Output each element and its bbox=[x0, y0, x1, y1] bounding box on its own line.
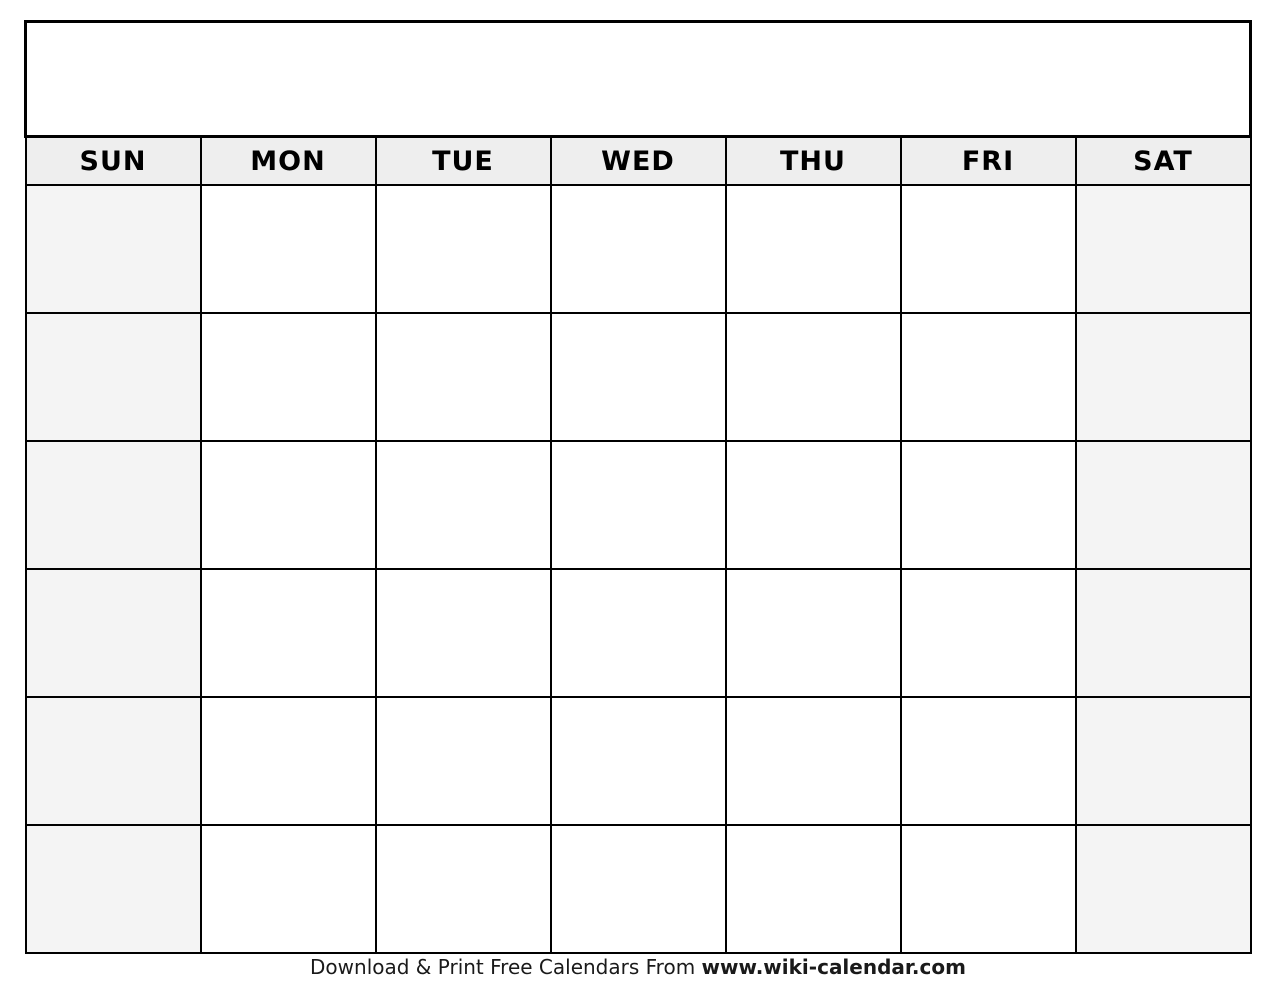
day-cell-content bbox=[902, 314, 1075, 332]
day-cell[interactable] bbox=[726, 185, 901, 313]
day-cell[interactable] bbox=[901, 697, 1076, 825]
day-cell-content bbox=[202, 442, 375, 460]
day-cell-content bbox=[552, 570, 725, 588]
calendar-week-row bbox=[26, 313, 1251, 441]
calendar-week-row bbox=[26, 825, 1251, 953]
day-cell-content bbox=[27, 698, 200, 716]
day-cell[interactable] bbox=[376, 441, 551, 569]
day-cell[interactable] bbox=[26, 313, 201, 441]
day-cell-content bbox=[727, 186, 900, 204]
day-cell[interactable] bbox=[26, 441, 201, 569]
monthly-calendar-table bbox=[24, 20, 1252, 954]
day-cell[interactable] bbox=[1076, 185, 1251, 313]
day-cell-content bbox=[1077, 442, 1250, 460]
day-cell[interactable] bbox=[551, 441, 726, 569]
day-cell-content bbox=[377, 698, 550, 716]
day-cell-content bbox=[377, 186, 550, 204]
day-cell[interactable] bbox=[901, 185, 1076, 313]
day-cell[interactable] bbox=[901, 569, 1076, 697]
day-cell-content bbox=[27, 570, 200, 588]
day-cell[interactable] bbox=[26, 185, 201, 313]
calendar-week-row bbox=[26, 185, 1251, 313]
day-cell-content bbox=[377, 826, 550, 844]
day-cell-content bbox=[27, 826, 200, 844]
day-cell-content bbox=[1077, 698, 1250, 716]
day-cell[interactable] bbox=[201, 185, 376, 313]
day-cell-content bbox=[202, 826, 375, 844]
day-cell[interactable] bbox=[376, 697, 551, 825]
day-cell[interactable] bbox=[901, 313, 1076, 441]
day-cell[interactable] bbox=[201, 313, 376, 441]
day-cell[interactable] bbox=[201, 825, 376, 953]
day-cell[interactable] bbox=[1076, 441, 1251, 569]
day-cell-content bbox=[1077, 314, 1250, 332]
day-cell[interactable] bbox=[201, 441, 376, 569]
day-cell-content bbox=[1077, 570, 1250, 588]
day-cell[interactable] bbox=[901, 441, 1076, 569]
day-header-fri: FRI bbox=[901, 137, 1076, 186]
day-cell-content bbox=[202, 186, 375, 204]
day-cell[interactable] bbox=[726, 441, 901, 569]
calendar-week-row bbox=[26, 569, 1251, 697]
day-cell-content bbox=[552, 186, 725, 204]
day-cell[interactable] bbox=[201, 697, 376, 825]
day-cell-content bbox=[552, 314, 725, 332]
day-header-thu: THU bbox=[726, 137, 901, 186]
day-cell-content bbox=[202, 698, 375, 716]
day-cell[interactable] bbox=[26, 825, 201, 953]
day-cell[interactable] bbox=[201, 569, 376, 697]
day-cell[interactable] bbox=[551, 313, 726, 441]
day-cell-content bbox=[902, 442, 1075, 460]
day-cell-content bbox=[202, 570, 375, 588]
day-cell[interactable] bbox=[1076, 569, 1251, 697]
day-header-wed: WED bbox=[551, 137, 726, 186]
day-cell[interactable] bbox=[551, 825, 726, 953]
day-cell-content bbox=[202, 314, 375, 332]
day-header-sat: SAT bbox=[1076, 137, 1251, 186]
day-header-tue: TUE bbox=[376, 137, 551, 186]
day-cell[interactable] bbox=[1076, 697, 1251, 825]
day-cell[interactable] bbox=[1076, 313, 1251, 441]
day-cell-content bbox=[902, 570, 1075, 588]
footer-attribution bbox=[0, 955, 1276, 979]
day-cell[interactable] bbox=[726, 825, 901, 953]
day-cell-content bbox=[727, 314, 900, 332]
day-cell[interactable] bbox=[901, 825, 1076, 953]
day-cell-content bbox=[552, 826, 725, 844]
day-cell-content bbox=[902, 186, 1075, 204]
day-cell[interactable] bbox=[551, 569, 726, 697]
day-cell-content bbox=[377, 314, 550, 332]
day-cell-content bbox=[1077, 826, 1250, 844]
day-cell-content bbox=[902, 826, 1075, 844]
day-cell-content bbox=[1077, 186, 1250, 204]
day-cell-content bbox=[27, 186, 200, 204]
day-cell[interactable] bbox=[1076, 825, 1251, 953]
day-cell-content bbox=[727, 442, 900, 460]
day-cell-content bbox=[27, 314, 200, 332]
day-cell-content bbox=[377, 570, 550, 588]
day-cell-content bbox=[902, 698, 1075, 716]
day-cell-content bbox=[377, 442, 550, 460]
calendar-week-row bbox=[26, 441, 1251, 569]
day-cell[interactable] bbox=[726, 697, 901, 825]
calendar-week-row bbox=[26, 697, 1251, 825]
day-cell-content bbox=[27, 442, 200, 460]
day-cell[interactable] bbox=[26, 697, 201, 825]
day-cell-content bbox=[552, 698, 725, 716]
footer-lead-text: Download & Print Free Calendars From bbox=[310, 955, 702, 979]
day-of-week-header-row bbox=[26, 137, 1251, 186]
day-cell[interactable] bbox=[551, 185, 726, 313]
day-cell[interactable] bbox=[376, 569, 551, 697]
day-cell-content bbox=[727, 570, 900, 588]
day-cell-content bbox=[727, 698, 900, 716]
day-cell[interactable] bbox=[376, 185, 551, 313]
day-cell[interactable] bbox=[551, 697, 726, 825]
day-cell-content bbox=[727, 826, 900, 844]
day-header-mon: MON bbox=[201, 137, 376, 186]
day-cell[interactable] bbox=[726, 569, 901, 697]
day-cell-content bbox=[552, 442, 725, 460]
day-cell[interactable] bbox=[376, 825, 551, 953]
day-header-sun: SUN bbox=[26, 137, 201, 186]
day-cell[interactable] bbox=[26, 569, 201, 697]
day-cell[interactable] bbox=[726, 313, 901, 441]
footer-website-link[interactable]: www.wiki-calendar.com bbox=[701, 955, 966, 979]
day-cell[interactable] bbox=[376, 313, 551, 441]
calendar-title-row bbox=[26, 22, 1251, 137]
month-year-title[interactable] bbox=[26, 22, 1251, 137]
